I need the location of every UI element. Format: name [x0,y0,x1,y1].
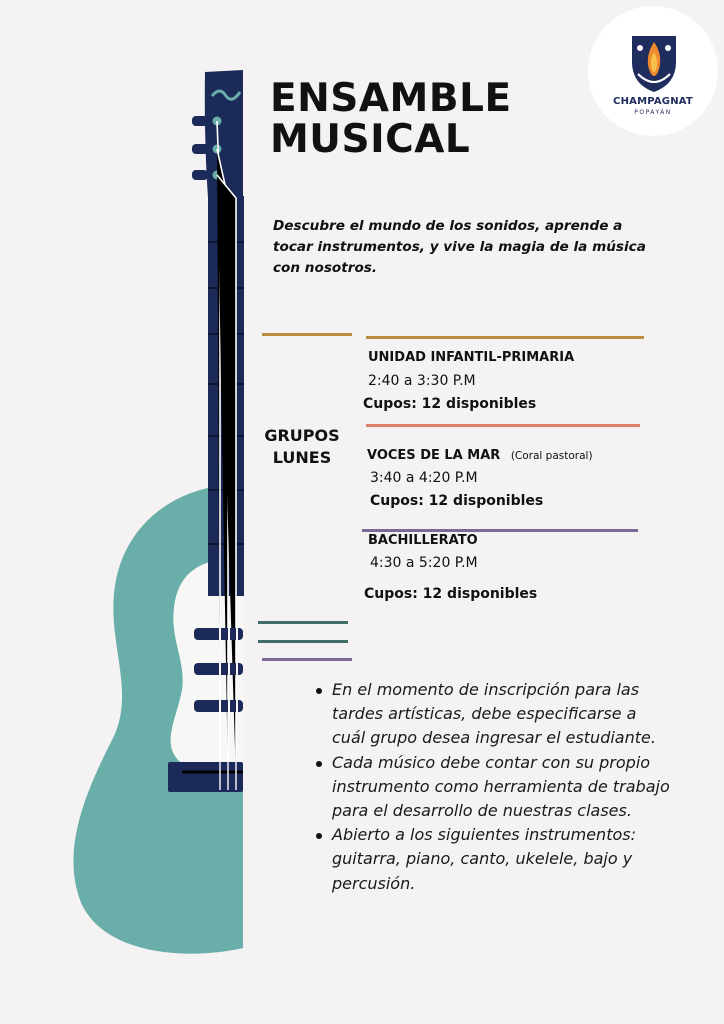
group-note: (Coral pastoral) [510,450,593,462]
group-name: BACHILLERATO [368,533,478,548]
logo-name: CHAMPAGNAT [613,96,693,107]
rule-top-gold [366,336,644,339]
guitar-strings [217,121,236,780]
rule-green-2 [258,640,348,643]
crest-icon [624,28,684,94]
group-name-text: VOCES DE LA MAR [367,448,501,463]
group-time: 3:40 a 4:20 P.M [370,470,478,486]
group-cupos: Cupos: 12 disponibles [370,493,544,509]
schedule-heading-line-1: GRUPOS [264,426,340,445]
group-cupos: Cupos: 12 disponibles [363,396,537,412]
intro-text: Descubre el mundo de los sonidos, aprende a tocar instrumentos, y vive la magia de la música con nosotros. [273,218,646,276]
schedule-heading-line-2: LUNES [272,448,332,467]
title-line-1: ENSAMBLE [270,76,512,121]
rule-purple [362,529,638,532]
note-item: En el momento de inscripción para las tardes artísticas, debe especificarse a cuál grupo desea ingresar el estudiante. [313,678,673,751]
schedule-heading [262,425,342,469]
rule-left-gold [262,333,352,336]
note-item: Abierto a los siguientes instrumentos: guitarra, piano, canto, ukelele, bajo y percusión. [313,823,673,896]
group-name [367,448,593,463]
group-name: UNIDAD INFANTIL-PRIMARIA [368,350,575,365]
rule-coral [366,424,640,427]
group-cupos: Cupos: 12 disponibles [364,586,538,602]
logo-city: POPAYÁN [634,109,672,116]
notes-list [313,678,673,896]
rule-purple-short [262,658,352,661]
guitar-bridge [168,762,243,792]
school-logo [588,6,718,136]
rule-green-1 [258,621,348,624]
title-line-2: MUSICAL [270,117,471,162]
page-title [270,78,512,160]
tuning-pegs [192,116,208,180]
group-time: 2:40 a 3:30 P.M [368,373,476,389]
group-time: 4:30 a 5:20 P.M [370,555,478,571]
note-item: Cada músico debe contar con su propio instrumento como herramienta de trabajo para el desarrollo de nuestras clases. [313,751,673,824]
